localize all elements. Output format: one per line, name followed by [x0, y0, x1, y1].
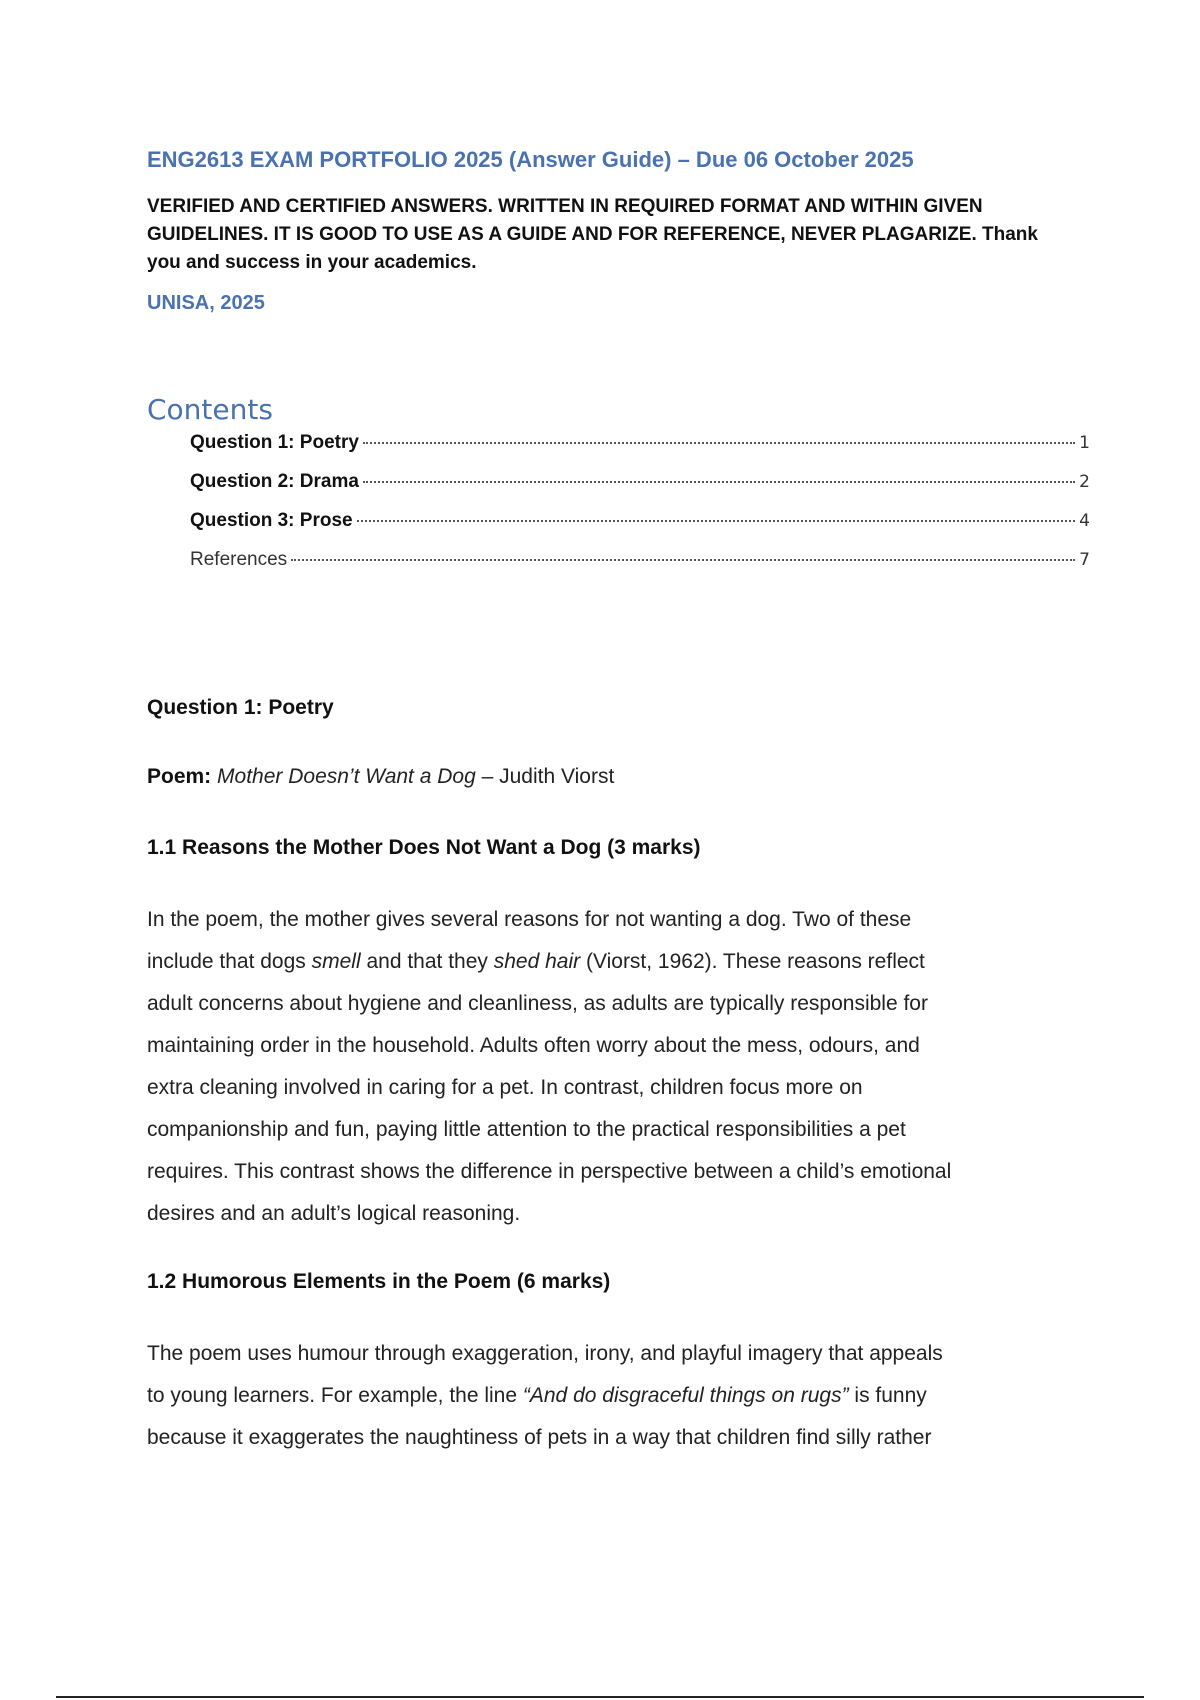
paragraph-line: requires. This contrast shows the difference in perspective between a child’s emotional [147, 1160, 952, 1183]
toc-entry-question-2[interactable] [190, 471, 1090, 510]
poem-reference [147, 765, 614, 789]
emphasis-text: smell [311, 950, 361, 973]
paragraph-line: desires and an adult’s logical reasoning. [147, 1202, 521, 1225]
paragraph-line: to young learners. For example, the line “And do disgraceful things on rugs” is funny [147, 1384, 927, 1407]
paragraph-line: because it exaggerates the naughtiness of pets in a way that children find silly rather [147, 1426, 932, 1449]
quoted-line: “And do disgraceful things on rugs” [522, 1384, 849, 1407]
poem-label: Poem: [147, 765, 212, 788]
paragraph-line: companionship and fun, paying little attention to the practical responsibilities a pet [147, 1118, 906, 1141]
document-title: ENG2613 EXAM PORTFOLIO 2025 (Answer Guide) – Due 06 October 2025 [147, 147, 914, 172]
subsection-1-1-paragraph [147, 899, 1077, 1235]
footer-divider [56, 1696, 1144, 1698]
subsection-1-2-paragraph [147, 1333, 1077, 1459]
table-of-contents [190, 432, 1090, 588]
toc-entry-question-3[interactable] [190, 510, 1090, 549]
poem-author: – Judith Viorst [475, 765, 615, 788]
subsection-1-2-heading: 1.2 Humorous Elements in the Poem (6 marks) [147, 1270, 611, 1293]
toc-entry-label: Question 2: Drama [190, 471, 359, 492]
notice-text: VERIFIED AND CERTIFIED ANSWERS. WRITTEN IN REQUIRED FORMAT AND WITHIN GIVEN GUIDELINES. IT IS GOOD TO USE AS A GUIDE AND FOR REFERENCE, NEVER PLAGARIZE. Thank you and success in your academics. [147, 196, 1038, 273]
toc-dot-leader [357, 520, 1076, 522]
toc-page-number: 2 [1079, 472, 1090, 492]
toc-page-number: 7 [1079, 550, 1090, 570]
toc-dot-leader [363, 481, 1075, 483]
toc-entry-question-1[interactable] [190, 432, 1090, 471]
paragraph-line: In the poem, the mother gives several reasons for not wanting a dog. Two of these [147, 908, 912, 931]
emphasis-text: shed hair [493, 950, 581, 973]
poem-title: Mother Doesn’t Want a Dog [217, 765, 476, 788]
contents-heading: Contents [147, 393, 273, 426]
toc-entry-references[interactable] [190, 549, 1090, 588]
toc-dot-leader [363, 442, 1075, 444]
paragraph-line: The poem uses humour through exaggeration, irony, and playful imagery that appeals [147, 1342, 943, 1365]
paragraph-line: maintaining order in the household. Adults often worry about the mess, odours, and [147, 1034, 920, 1057]
subsection-1-1-heading: 1.1 Reasons the Mother Does Not Want a Dog (3 marks) [147, 836, 701, 859]
toc-page-number: 1 [1079, 433, 1090, 453]
toc-dot-leader [291, 559, 1075, 561]
toc-entry-label: Question 1: Poetry [190, 432, 359, 453]
institution-label: UNISA, 2025 [147, 292, 265, 314]
paragraph-line: extra cleaning involved in caring for a pet. In contrast, children focus more on [147, 1076, 863, 1099]
question-1-heading: Question 1: Poetry [147, 696, 334, 719]
toc-entry-label: References [190, 549, 288, 570]
paragraph-line: adult concerns about hygiene and cleanliness, as adults are typically responsible for [147, 992, 928, 1015]
paragraph-line: include that dogs smell and that they shed hair (Viorst, 1962). These reasons reflect [147, 950, 925, 973]
toc-entry-label: Question 3: Prose [190, 510, 353, 531]
toc-page-number: 4 [1079, 511, 1090, 531]
